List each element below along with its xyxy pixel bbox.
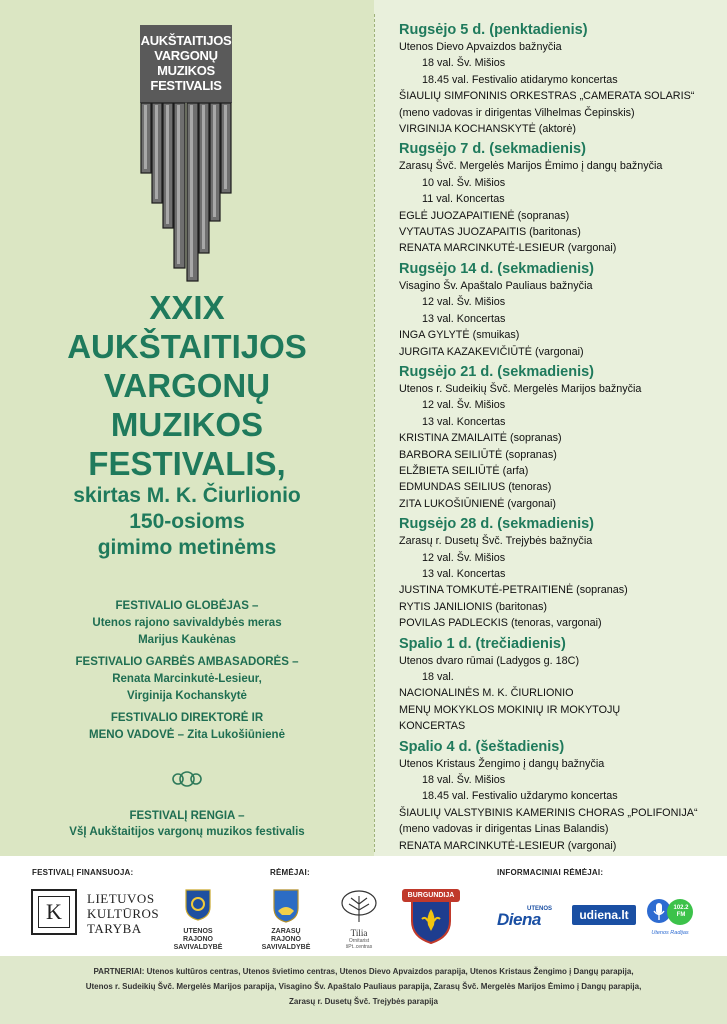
utena-line-1: UTENOS — [183, 928, 213, 935]
left-panel — [0, 0, 374, 856]
event-detail-line: EGLĖ JUOZAPAITIENĖ (sopranas) — [399, 209, 570, 222]
event-detail-line: RYTIS JANILIONIS (baritonas) — [399, 600, 548, 613]
logo-line-2: VARGONŲ — [154, 48, 218, 63]
role-text: Renata Marcinkutė-Lesieur, — [112, 673, 262, 685]
logo-line-3: MUZIKOS — [157, 63, 215, 78]
role-text: Virginija Kochanskytė — [127, 690, 247, 702]
role-patron — [20, 598, 354, 649]
utena-coat-of-arms-icon — [172, 889, 224, 921]
event-date: Rugsėjo 14 d. (sekmadienis) — [399, 260, 595, 277]
event-block — [399, 140, 721, 256]
diena-big-text: Diena — [497, 910, 541, 929]
event-detail-line: (meno vadovas ir dirigentas Vilhelmas Čepinskis) — [399, 106, 635, 119]
utenos-diena-logo — [497, 906, 561, 930]
sponsors-bar — [0, 856, 727, 956]
radio-name: Utenos Radijas — [651, 930, 689, 936]
event-program-line: 18 val. Šv. Mišios — [422, 57, 506, 70]
event-program-line: 12 val. Šv. Mišios — [422, 296, 506, 309]
ltk-line-2: KULTŪROS — [87, 906, 160, 921]
zarasai-line-1: ZARASŲ RAJONO — [271, 928, 301, 943]
role-heading: FESTIVALIO GARBĖS AMBASADORĖS – — [75, 656, 299, 668]
event-detail-line: Zarasų r. Dusetų Švč. Trejybės bažnyčia — [399, 535, 593, 548]
subtitle-line-2: 150-osioms — [129, 510, 245, 533]
ltk-line-3: TARYBA — [87, 921, 142, 936]
event-date: Rugsėjo 5 d. (penktadienis) — [399, 22, 588, 38]
event-detail-line: ZITA LUKOŠIŪNIENĖ (vargonai) — [399, 497, 556, 510]
info-sponsors-label: INFORMACINIAI RĖMĖJAI: — [497, 868, 604, 877]
event-detail-line: KRISTINA ZMAILAITĖ (sopranas) — [399, 432, 562, 445]
event-date: Rugsėjo 21 d. (sekmadienis) — [399, 363, 595, 380]
role-text: Utenos rajono savivaldybės meras — [92, 617, 282, 629]
partners-line-3: Zarasų r. Dusetų Švč. Trejybės parapija — [289, 997, 438, 1006]
event-program-line: 18 val. — [422, 671, 454, 683]
event-detail-line: NACIONALINĖS M. K. ČIURLIONIO — [399, 687, 574, 700]
event-program-line: 12 val. Šv. Mišios — [422, 551, 506, 564]
event-detail-line: INGA GYLYTĖ (smuikas) — [399, 329, 520, 342]
title-line-2: AUKŠTAITIJOS — [67, 328, 307, 365]
event-block — [399, 738, 721, 854]
event-detail-line: JURGITA KAZAKEVIČIŪTĖ (vargonai) — [399, 345, 584, 358]
event-date: Rugsėjo 28 d. (sekmadienis) — [399, 516, 595, 533]
funding-label: FESTIVALĮ FINANSUOJA: — [32, 868, 134, 877]
event-program-line: 11 val. Koncertas — [422, 193, 505, 206]
organizer-heading: FESTIVALĮ RENGIA – — [129, 810, 245, 822]
tree-icon — [335, 890, 383, 924]
concert-schedule — [399, 21, 721, 857]
ltk-letter: K — [38, 896, 70, 928]
utena-logo — [172, 889, 224, 951]
role-heading: FESTIVALIO DIREKTORĖ IR — [110, 712, 264, 724]
event-detail-line: BARBORA SEILIŪTĖ (sopranas) — [399, 448, 557, 461]
event-program-line: 18.45 val. Festivalio uždarymo koncertas — [422, 790, 618, 803]
event-detail-line: Utenos Kristaus Žengimo į dangų bažnyčia — [399, 757, 605, 770]
udiena-logo: udiena.lt — [572, 905, 636, 925]
zarasai-logo — [258, 889, 314, 949]
role-director — [20, 710, 354, 744]
event-detail-line: Utenos dvaro rūmai (Ladygos g. 18C) — [399, 654, 580, 667]
role-heading: FESTIVALIO GLOBĖJAS – — [115, 600, 259, 612]
partners-bar — [0, 956, 727, 1024]
event-detail-line: (meno vadovas ir dirigentas Linas Balandis) — [399, 823, 609, 836]
utena-line-3: SAVIVALDYBĖ — [173, 944, 223, 951]
partners-line-2: Utenos r. Sudeikių Švč. Mergelės Marijos parapija, Visagino Šv. Apaštalo Pauliaus parapija, Zarasų Švč. Mergelės Marijos Ėmimo į Dangų parapija, — [85, 982, 642, 991]
partners-line-1: PARTNERIAI: Utenos kultūros centras, Utenos švietimo centras, Utenos Dievo Apvaizdos parapija, Utenos Kristaus Žengimo į Dangų parapija, — [93, 967, 634, 976]
event-detail-line: Utenos r. Sudeikių Švč. Mergelės Marijos bažnyčia — [399, 382, 642, 395]
event-detail-line: KONCERTAS — [399, 720, 466, 733]
title-line-3: VARGONŲ — [103, 367, 271, 404]
radio-frequency: 102.2 FM — [673, 905, 689, 918]
event-detail-line: VIRGINIJA KOCHANSKYTĖ (aktorė) — [399, 123, 576, 136]
event-block — [399, 363, 721, 512]
utenos-radijas-logo — [646, 896, 694, 940]
event-detail-line: ŠIAULIŲ SIMFONINIS ORKESTRAS „CAMERATA SOLARIS“ — [399, 90, 695, 103]
supporters-label: RĖMĖJAI: — [270, 868, 310, 877]
diena-small-text: UTENOS — [527, 906, 553, 912]
event-detail-line: MENŲ MOKYKLOS MOKINIŲ IR MOKYTOJŲ — [399, 703, 621, 716]
title-line-5: FESTIVALIS, — [88, 445, 286, 482]
event-program-line: 10 val. Šv. Mišios — [422, 176, 506, 189]
event-program-line: 13 val. Koncertas — [422, 567, 506, 580]
organizer — [20, 808, 354, 840]
ltk-line-1: LIETUVOS — [87, 891, 155, 906]
zarasai-coat-of-arms-icon — [258, 889, 314, 923]
zarasai-line-2: SAVIVALDYBĖ — [261, 944, 311, 951]
event-block — [399, 21, 721, 137]
role-ambassadors — [20, 654, 354, 705]
event-program-line: 12 val. Šv. Mišios — [422, 399, 506, 412]
event-program-line: 13 val. Koncertas — [422, 312, 506, 325]
event-date: Rugsėjo 7 d. (sekmadienis) — [399, 141, 586, 158]
subtitle-line-3: gimimo metinėms — [97, 536, 277, 559]
ornament-icon — [169, 768, 205, 790]
tilia-logo — [335, 890, 383, 950]
logo-text — [140, 33, 232, 93]
organ-logo — [140, 25, 232, 283]
subtitle-line-1: skirtas M. K. Čiurlionio — [73, 484, 301, 507]
organizer-name: VšĮ Aukštaitijos vargonų muzikos festivalis — [69, 826, 305, 838]
event-block — [399, 635, 721, 735]
event-detail-line: ELŽBIETA SEILIŪTĖ (arfa) — [399, 464, 529, 477]
role-text: Marijus Kaukėnas — [138, 634, 236, 646]
festival-title — [20, 288, 354, 561]
tilia-name: Tilia — [350, 928, 368, 938]
title-line-4: MUZIKOS — [110, 406, 264, 443]
role-text: MENO VADOVĖ – Zita Lukošiūnienė — [89, 729, 285, 741]
event-detail-line: ŠIAULIŲ VALSTYBINIS KAMERINIS CHORAS „POLIFONIJA“ — [399, 806, 698, 819]
burgundija-name: BURGUNDIJA — [402, 889, 460, 902]
tilia-subtitle: Ornitarist šPt..centras — [345, 938, 373, 950]
ltk-logo — [31, 889, 161, 939]
event-detail-line: EDMUNDAS SEILIUS (tenoras) — [399, 481, 552, 494]
event-date: Spalio 1 d. (trečiadienis) — [399, 635, 566, 652]
event-program-line: 18.45 val. Festivalio atidarymo koncertas — [422, 73, 618, 86]
event-detail-line: Utenos Dievo Apvaizdos bažnyčia — [399, 41, 562, 53]
event-program-line: 18 val. Šv. Mišios — [422, 774, 506, 787]
event-detail-line: RENATA MARCINKUTĖ-LESIEUR (vargonai) — [399, 242, 617, 255]
burgundija-logo — [400, 889, 462, 945]
title-line-1: XXIX — [149, 289, 225, 326]
festival-roles — [20, 598, 354, 749]
event-detail-line: RENATA MARCINKUTĖ-LESIEUR (vargonai) — [399, 839, 617, 852]
event-detail-line: Visagino Šv. Apaštalo Pauliaus bažnyčia — [399, 279, 593, 292]
event-block — [399, 515, 721, 631]
panel-divider — [374, 14, 375, 852]
utena-line-2: RAJONO — [183, 936, 213, 943]
event-date: Spalio 4 d. (šeštadienis) — [399, 738, 565, 755]
logo-line-4: FESTIVALIS — [150, 78, 222, 93]
event-detail-line: POVILAS PADLECKIS (tenoras, vargonai) — [399, 617, 602, 630]
logo-line-1: AUKŠTAITIJOS — [140, 33, 232, 48]
event-detail-line: Zarasų Švč. Mergelės Marijos Ėmimo į dangų bažnyčia — [399, 160, 663, 173]
event-program-line: 13 val. Koncertas — [422, 415, 506, 428]
event-block — [399, 260, 721, 360]
event-detail-line: VYTAUTAS JUOZAPAITIS (baritonas) — [399, 226, 581, 239]
event-detail-line: JUSTINA TOMKUTĖ-PETRAITIENĖ (sopranas) — [399, 584, 628, 597]
